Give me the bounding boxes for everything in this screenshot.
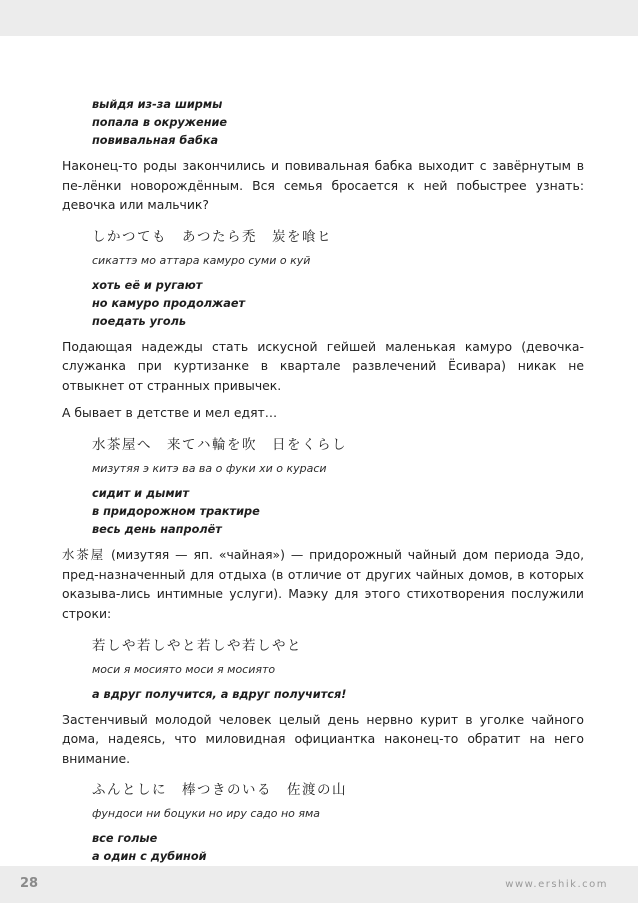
verse-line: выйдя из-за ширмы bbox=[92, 98, 223, 111]
page-content bbox=[62, 96, 584, 884]
verse-japanese: 水茶屋へ 来てハ輪を吹 日をくらし bbox=[92, 437, 347, 454]
verse-russian bbox=[92, 277, 584, 331]
verse-line: а один с дубиной bbox=[92, 850, 207, 864]
page-number: 28 bbox=[20, 876, 39, 891]
verse-line: весь день напролёт bbox=[92, 523, 222, 537]
verse-transliteration: мизутяя э китэ ва ва о фуки хи о кураси bbox=[92, 462, 327, 476]
paragraph: Подающая надежды стать искусной гейшей маленькая камуро (девочка-служанка при куртизанке в квартале развлечений Ёсивара) никак не отвыкнет от странных привычек. bbox=[62, 338, 584, 393]
verse-transliteration: сикаттэ мо аттара камуро суми о куй bbox=[92, 253, 311, 267]
kanji-term: 水茶屋 bbox=[62, 547, 106, 563]
verse-line: а вдруг получится, а вдруг получится! bbox=[92, 687, 347, 701]
verse-line: попала в окружение bbox=[92, 116, 228, 129]
verse-line: поедать уголь bbox=[92, 314, 187, 328]
verse-japanese: しかつても あつたら禿 炭を喰ヒ bbox=[92, 228, 332, 245]
verse-russian bbox=[92, 96, 584, 150]
verse-line: все голые bbox=[92, 832, 158, 846]
verse-transliteration: фундоси ни боцуки но иру садо но яма bbox=[92, 807, 321, 821]
verse-line: сидит и дымит bbox=[92, 487, 190, 501]
paragraph-text: (мизутяя — яп. «чайная») — придорожный чайный дом периода Эдо, пред-назначенный для отдыха (в отличие от других чайных домов, в которых оказыва-лись интимные услуги). Маэку для этого стихотворения послужили строки: bbox=[62, 547, 585, 621]
website-link[interactable]: www.ershik.com bbox=[505, 879, 608, 890]
verse-line: но камуро продолжает bbox=[92, 296, 246, 310]
paragraph bbox=[62, 545, 584, 623]
paragraph: Наконец-то роды закончились и повивальная бабка выходит с завёрнутым в пе-лёнки новорождённым. Вся семья бросается к ней побыстрее узнать: девочка или мальчик? bbox=[62, 158, 584, 213]
verse-line: в придорожном трактире bbox=[92, 505, 260, 519]
paragraph: Застенчивый молодой человек целый день нервно курит в уголке чайного дома, надеясь, что миловидная официантка наконец-то обратит на него внимание. bbox=[62, 711, 584, 766]
verse-russian bbox=[92, 686, 584, 704]
verse-russian bbox=[92, 485, 584, 539]
verse-line: хоть её и ругают bbox=[92, 278, 203, 292]
verse-japanese: ふんとしに 棒つきのいる 佐渡の山 bbox=[92, 782, 347, 799]
verse-transliteration: моси я мосиято моси я мосиято bbox=[92, 662, 276, 676]
verse-line: повивальная бабка bbox=[92, 134, 219, 147]
paragraph: А бывает в детстве и мел едят… bbox=[62, 404, 278, 420]
verse-japanese: 若しや若しやと若しや若しやと bbox=[92, 637, 302, 654]
top-bar bbox=[0, 0, 638, 36]
